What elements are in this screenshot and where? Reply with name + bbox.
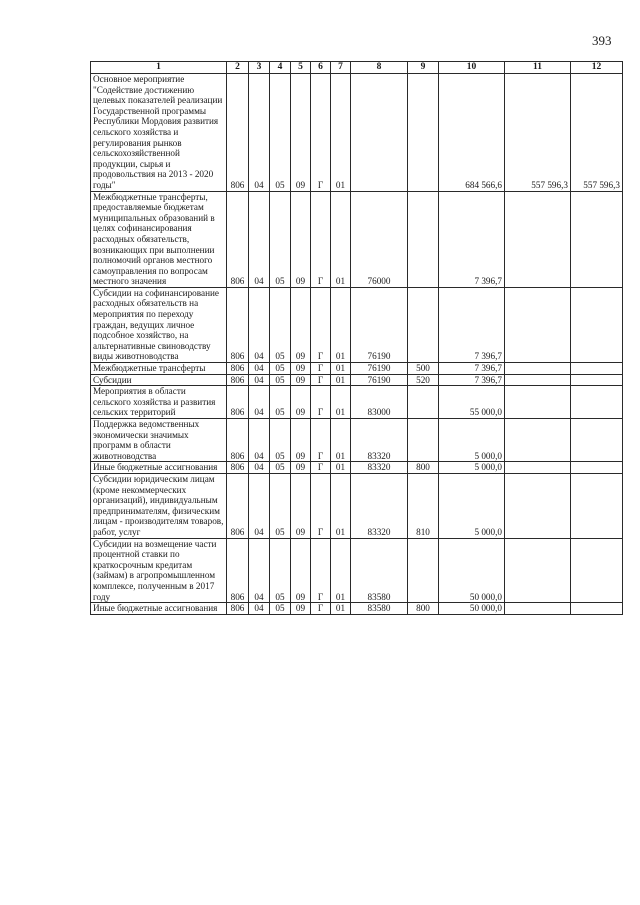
table-row (91, 287, 623, 362)
table-row (91, 473, 623, 538)
code-subsection: 05 (270, 386, 291, 419)
code-subprogram: Г (311, 374, 331, 386)
table-row (91, 74, 623, 192)
code-subprogram: Г (311, 191, 331, 287)
code-expense-type: 500 (408, 363, 439, 375)
code-subsection: 05 (270, 74, 291, 192)
page-number: 393 (592, 33, 612, 48)
code-direction: 83320 (351, 473, 408, 538)
amount-col10: 5 000,0 (439, 462, 505, 474)
code-program: 09 (291, 473, 311, 538)
code-activity: 01 (331, 462, 351, 474)
amount-col11 (505, 386, 571, 419)
code-direction: 76190 (351, 374, 408, 386)
code-subprogram: Г (311, 603, 331, 615)
table-row (91, 462, 623, 474)
code-activity: 01 (331, 374, 351, 386)
code-section: 04 (249, 462, 270, 474)
code-program: 09 (291, 363, 311, 375)
header-cell: 5 (291, 62, 311, 74)
code-section: 04 (249, 419, 270, 462)
amount-col12 (571, 191, 623, 287)
row-name: Субсидии (91, 374, 227, 386)
amount-col12 (571, 363, 623, 375)
code-expense-type (408, 287, 439, 362)
code-expense-type: 810 (408, 473, 439, 538)
code-activity: 01 (331, 473, 351, 538)
code-ministry: 806 (227, 473, 249, 538)
row-name: Основное мероприятие "Содействие достижению целевых показателей реализации Государственной программы Республики Мордовия развития сельского хозяйства и регулирования рынков сельскохозяйственной продукции, сырья и продовольствия на 2013 - 2020 годы" (91, 74, 227, 192)
code-ministry: 806 (227, 191, 249, 287)
code-subprogram: Г (311, 473, 331, 538)
amount-col10: 50 000,0 (439, 603, 505, 615)
code-program: 09 (291, 462, 311, 474)
code-direction: 83320 (351, 462, 408, 474)
code-subprogram: Г (311, 462, 331, 474)
amount-col11 (505, 374, 571, 386)
amount-col11 (505, 419, 571, 462)
code-activity: 01 (331, 386, 351, 419)
amount-col11 (505, 287, 571, 362)
table-header-row (91, 62, 623, 74)
code-program: 09 (291, 603, 311, 615)
amount-col10: 7 396,7 (439, 363, 505, 375)
amount-col12 (571, 419, 623, 462)
code-direction: 83580 (351, 603, 408, 615)
code-program: 09 (291, 419, 311, 462)
code-expense-type (408, 191, 439, 287)
table-row (91, 603, 623, 615)
code-section: 04 (249, 538, 270, 603)
amount-col11 (505, 363, 571, 375)
code-direction: 83000 (351, 386, 408, 419)
code-expense-type: 520 (408, 374, 439, 386)
header-cell: 2 (227, 62, 249, 74)
header-cell: 6 (311, 62, 331, 74)
code-ministry: 806 (227, 419, 249, 462)
amount-col11 (505, 603, 571, 615)
row-name: Иные бюджетные ассигнования (91, 462, 227, 474)
code-activity: 01 (331, 191, 351, 287)
code-section: 04 (249, 473, 270, 538)
code-subsection: 05 (270, 462, 291, 474)
code-activity: 01 (331, 538, 351, 603)
code-section: 04 (249, 74, 270, 192)
code-program: 09 (291, 386, 311, 419)
header-cell: 11 (505, 62, 571, 74)
header-cell: 12 (571, 62, 623, 74)
amount-col11 (505, 473, 571, 538)
amount-col11 (505, 462, 571, 474)
table-row (91, 538, 623, 603)
row-name: Межбюджетные трансферты (91, 363, 227, 375)
code-activity: 01 (331, 419, 351, 462)
code-activity: 01 (331, 363, 351, 375)
code-ministry: 806 (227, 603, 249, 615)
row-name: Субсидии на софинансирование расходных обязательств на мероприятия по переходу граждан, ведущих личное подсобное хозяйство, на альтернативные свиноводству виды животноводства (91, 287, 227, 362)
header-cell: 4 (270, 62, 291, 74)
row-name: Поддержка ведомственных экономически значимых программ в области животноводства (91, 419, 227, 462)
table-row (91, 386, 623, 419)
budget-table (90, 61, 623, 615)
code-section: 04 (249, 374, 270, 386)
row-name: Субсидии на возмещение части процентной ставки по краткосрочным кредитам (займам) в агропромышленном комплексе, полученным в 2017 году (91, 538, 227, 603)
code-direction: 76190 (351, 287, 408, 362)
code-ministry: 806 (227, 462, 249, 474)
code-section: 04 (249, 363, 270, 375)
code-direction: 76000 (351, 191, 408, 287)
code-ministry: 806 (227, 538, 249, 603)
header-cell: 3 (249, 62, 270, 74)
code-direction: 83580 (351, 538, 408, 603)
code-ministry: 806 (227, 374, 249, 386)
code-ministry: 806 (227, 74, 249, 192)
code-program: 09 (291, 374, 311, 386)
code-subprogram: Г (311, 287, 331, 362)
code-subprogram: Г (311, 386, 331, 419)
table-row (91, 191, 623, 287)
row-name: Мероприятия в области сельского хозяйства и развития сельских территорий (91, 386, 227, 419)
code-expense-type: 800 (408, 462, 439, 474)
amount-col12 (571, 603, 623, 615)
code-section: 04 (249, 386, 270, 419)
header-cell: 8 (351, 62, 408, 74)
code-expense-type (408, 386, 439, 419)
code-section: 04 (249, 287, 270, 362)
amount-col10: 55 000,0 (439, 386, 505, 419)
amount-col11 (505, 191, 571, 287)
code-activity: 01 (331, 74, 351, 192)
table-row (91, 374, 623, 386)
code-subsection: 05 (270, 473, 291, 538)
header-cell: 9 (408, 62, 439, 74)
code-subsection: 05 (270, 287, 291, 362)
code-section: 04 (249, 191, 270, 287)
code-program: 09 (291, 287, 311, 362)
amount-col12 (571, 538, 623, 603)
header-cell: 1 (91, 62, 227, 74)
code-expense-type (408, 419, 439, 462)
amount-col12 (571, 287, 623, 362)
amount-col11 (505, 538, 571, 603)
code-subprogram: Г (311, 538, 331, 603)
amount-col10: 7 396,7 (439, 191, 505, 287)
code-ministry: 806 (227, 363, 249, 375)
amount-col12 (571, 473, 623, 538)
amount-col10: 50 000,0 (439, 538, 505, 603)
code-subsection: 05 (270, 363, 291, 375)
code-program: 09 (291, 538, 311, 603)
code-subsection: 05 (270, 191, 291, 287)
code-expense-type (408, 538, 439, 603)
table-row (91, 419, 623, 462)
row-name: Иные бюджетные ассигнования (91, 603, 227, 615)
amount-col10: 684 566,6 (439, 74, 505, 192)
code-program: 09 (291, 191, 311, 287)
code-direction: 76190 (351, 363, 408, 375)
code-expense-type (408, 74, 439, 192)
code-subsection: 05 (270, 374, 291, 386)
amount-col12: 557 596,3 (571, 74, 623, 192)
amount-col10: 5 000,0 (439, 419, 505, 462)
code-program: 09 (291, 74, 311, 192)
code-ministry: 806 (227, 386, 249, 419)
code-subsection: 05 (270, 538, 291, 603)
amount-col12 (571, 374, 623, 386)
code-section: 04 (249, 603, 270, 615)
code-subsection: 05 (270, 419, 291, 462)
amount-col11: 557 596,3 (505, 74, 571, 192)
header-cell: 7 (331, 62, 351, 74)
amount-col12 (571, 386, 623, 419)
row-name: Межбюджетные трансферты, предоставляемые бюджетам муниципальных образований в целях софинансирования расходных обязательств, возникающих при выполнении полномочий органов местного самоуправления по вопросам местного значения (91, 191, 227, 287)
amount-col12 (571, 462, 623, 474)
code-subprogram: Г (311, 363, 331, 375)
code-activity: 01 (331, 603, 351, 615)
code-subprogram: Г (311, 74, 331, 192)
code-ministry: 806 (227, 287, 249, 362)
code-subsection: 05 (270, 603, 291, 615)
code-activity: 01 (331, 287, 351, 362)
code-direction (351, 74, 408, 192)
header-cell: 10 (439, 62, 505, 74)
amount-col10: 7 396,7 (439, 374, 505, 386)
amount-col10: 7 396,7 (439, 287, 505, 362)
code-direction: 83320 (351, 419, 408, 462)
amount-col10: 5 000,0 (439, 473, 505, 538)
code-subprogram: Г (311, 419, 331, 462)
code-expense-type: 800 (408, 603, 439, 615)
row-name: Субсидии юридическим лицам (кроме некоммерческих организаций), индивидуальным предпринимателям, физическим лицам - производителям товаров, работ, услуг (91, 473, 227, 538)
table-row (91, 363, 623, 375)
